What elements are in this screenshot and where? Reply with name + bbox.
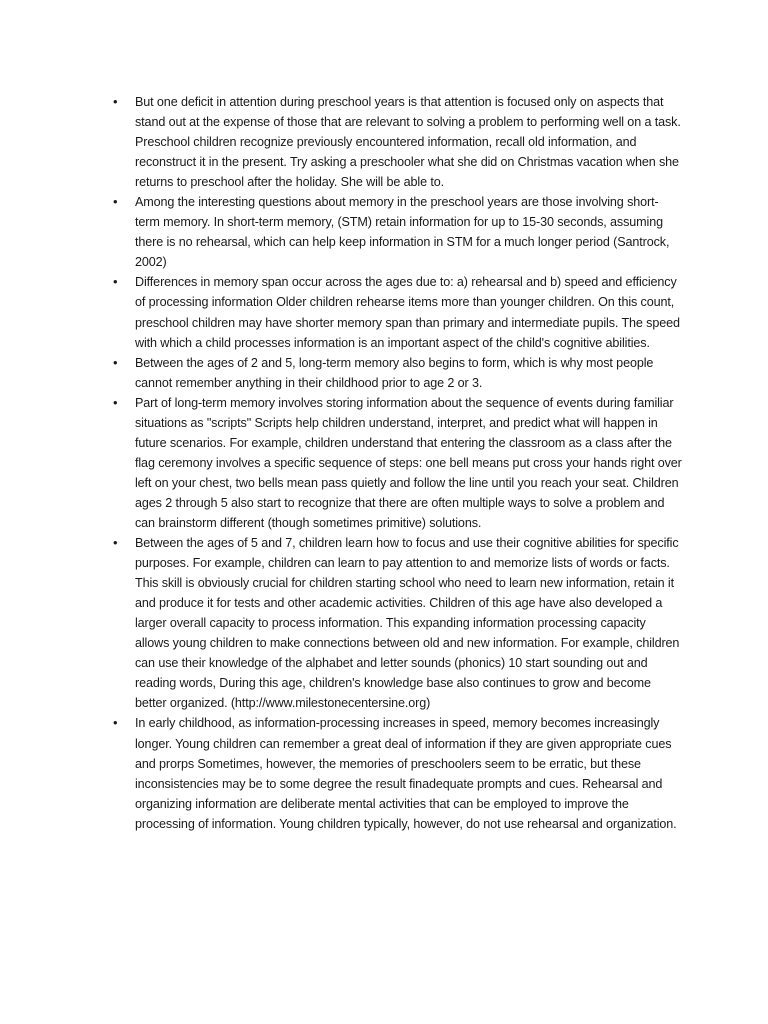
- bullet-list: [113, 92, 683, 834]
- paragraph-text: Differences in memory span occur across the ages due to: a) rehearsal and b) speed and efficiency of processing information Older children rehearse items more than younger children. On this count, preschool children may have shorter memory span than primary and intermediate pupils. The speed with which a child processes information is an important aspect of the child's cognitive abilities.: [135, 275, 680, 350]
- list-item: [113, 92, 683, 192]
- bullet-icon: •: [113, 535, 118, 551]
- list-item: [113, 393, 683, 533]
- paragraph-text: Between the ages of 5 and 7, children learn how to focus and use their cognitive abilities for specific purposes. For example, children can learn to pay attention to and memorize lists of words or facts. This skill is obviously crucial for children starting school who need to learn new information, retain it and produce it for tests and other academic activities. Children of this age have also developed a larger overall capacity to process information. This expanding information processing capacity allows young children to make connections between old and new information. For example, children can use their knowledge of the alphabet and letter sounds (phonics) 10 start sounding out and reading words, During this age, children's knowledge base also continues to grow and become better organized. (http://www.milestonecentersine.org): [135, 536, 680, 711]
- list-item: [113, 533, 683, 713]
- bullet-icon: •: [113, 715, 118, 731]
- paragraph-text: Part of long-term memory involves storing information about the sequence of events during familiar situations as "scripts" Scripts help children understand, interpret, and predict what will happen in future scenarios. For example, children understand that entering the classroom as a class after the flag ceremony involves a specific sequence of steps: one bell means put cross your hands right over left on your chest, two bells mean pass quietly and follow the line until you reach your seat. Children ages 2 through 5 also start to recognize that there are often multiple ways to solve a problem and can brainstorm different (though sometimes primitive) solutions.: [135, 395, 682, 530]
- bullet-icon: •: [113, 354, 118, 370]
- bullet-icon: •: [113, 94, 118, 109]
- bullet-icon: •: [113, 394, 118, 410]
- paragraph-text: Among the interesting questions about memory in the preschool years are those involving short-term memory. In short-term memory, (STM) retain information for up to 15-30 seconds, assuming there is no rehearsal, which can help keep information in STM for a much longer period (Santrock, 2002): [135, 195, 670, 270]
- list-item: [113, 713, 683, 833]
- paragraph-text: But one deficit in attention during preschool years is that attention is focused only on aspects that stand out at the expense of those that are relevant to solving a problem to performing well on a task. Preschool children recognize previously encountered information, recall old information, and reconstruct it in the present. Try asking a preschooler what she did on Christmas vacation when she returns to preschool after the holiday. She will be able to.: [135, 95, 681, 190]
- list-item: [113, 353, 683, 393]
- bullet-icon: •: [113, 274, 118, 290]
- list-item: [113, 192, 683, 272]
- list-item: [113, 272, 683, 352]
- paragraph-text: Between the ages of 2 and 5, long-term memory also begins to form, which is why most people cannot remember anything in their childhood prior to age 2 or 3.: [135, 355, 654, 390]
- paragraph-text: In early childhood, as information-processing increases in speed, memory becomes increasingly longer. Young children can remember a great deal of information if they are given appropriate cues and prorps Sometimes, however, the memories of preschoolers seem to be erratic, but these inconsistencies may be to some degree the result finadequate prompts and cues. Rehearsal and organizing information are deliberate mental activities that can be employed to improve the processing of information. Young children typically, however, do not use rehearsal and organization.: [135, 716, 677, 831]
- bullet-icon: •: [113, 194, 118, 210]
